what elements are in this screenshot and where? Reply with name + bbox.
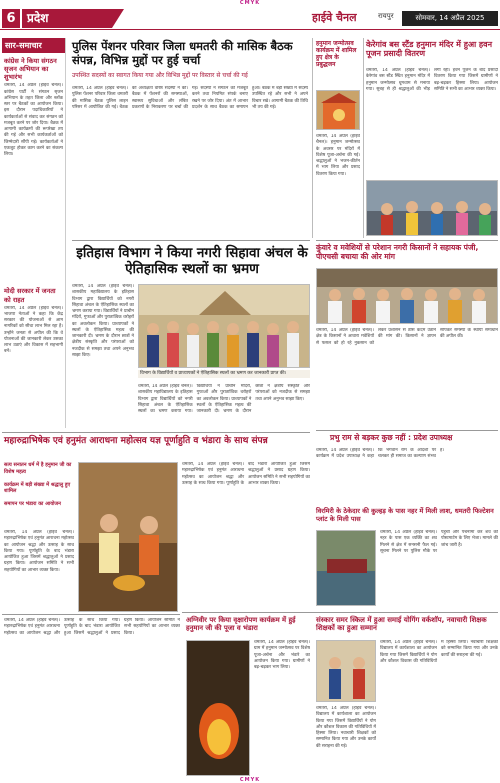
bike-headline: विरमिरी के ठेकेदार की कुल्हड़ के पास नहर में मिली लाश, धमतरी फिल्टेशन प्लांट के मिली पास [316, 507, 494, 523]
color-registration-top: CMYK [239, 0, 261, 6]
right-mid-photo [316, 268, 498, 324]
highlight-item: सत्य सनातन धर्म में है हनुमान जी का विशेष महत्व [4, 462, 72, 475]
fire-photo [186, 640, 250, 776]
history-body-continued: धमतरी, 14 अप्रैल (हाईवे चैनल)। शासकीय महाविद्यालय के इतिहास विभाग द्वारा विद्यार्थियों को नगरी सिहावा अंचल के ऐतिहासिक स्थलों का भ्रमण कराया गया। विद्यार्थियों ने प्राचीन मंदिरों, गुफाओं और पुरातात्विक धरोहरों का अवलोकन किया। प्राध्यापकों ने स्थलों के ऐतिहासिक महत्व की जानकारी दी। भ्रमण के दौरान छात्रों ने क्षेत्रीय संस्कृति और परंपराओं को नजदीक से समझा तथा अपने अनुभव साझा किए। [138, 384, 310, 414]
lead-subhead: उपस्थित सदस्यों का स्वागत किया गया और विभिन्न मुद्दों पर विस्तार से चर्चा की गई [72, 72, 248, 79]
history-body: धमतरी, 14 अप्रैल (हाईवे चैनल)। शासकीय महाविद्यालय के इतिहास विभाग द्वारा विद्यार्थियों को नगरी सिहावा अंचल के ऐतिहासिक स्थलों का भ्रमण कराया गया। विद्यार्थियों ने प्राचीन मंदिरों, गुफाओं और पुरातात्विक धरोहरों का अवलोकन किया। प्राध्यापकों ने स्थलों के ऐतिहासिक महत्व की जानकारी दी। भ्रमण के दौरान छात्रों ने क्षेत्रीय संस्कृति और परंपराओं को नजदीक से समझा तथा अपने अनुभव साझा किए। [72, 284, 134, 358]
right-top-photo [366, 180, 498, 236]
column-rule [312, 38, 313, 238]
masthead: हाईवे चैनल [312, 11, 357, 24]
section-tab-decoration [112, 9, 124, 28]
yagya-body-lower: धमतरी, 14 अप्रैल (हाईवे चैनल)। महारुद्राभिषेक एवं हनुमंत आराधना महोत्सव का आयोजन श्रद्धा और उत्साह के साथ किया गया। पूर्णाहुति के बाद भंडारा आयोजित हुआ जिसमें श्रद्धालुओं ने प्रसाद ग्रहण किया। आयोजन समिति ने सभी सहयोगियों का आभार व्यक्त किया। [4, 618, 180, 636]
brief-text: धमतरी, 14 अप्रैल (हाईवे चैनल)। कांग्रेस पार्टी ने संगठन सृजन अभियान के तहत जिला और ब्लॉक स्तर पर बैठकों का आयोजन किया। इस दौरान पदाधिकारियों ने कार्यकर्ताओं से संवाद कर संगठन को मजबूत करने पर जोर दिया। बैठक में आगामी कार्यक्रमों की रूपरेखा तय की गई और सभी कार्यकर्ताओं को जिम्मेदारी सौंपी गई। कार्यकर्ताओं ने एकजुट होकर काम करने का संकल्प लिया। [4, 83, 63, 158]
crowd-photo-icon [367, 181, 498, 236]
right-mid-body: धमतरी, 14 अप्रैल (हाईवे चैनल)। क्षेत्र के किसानों ने आवारा मवेशियों से फसल को हो रहे नुकसान को लेकर प्रशासन से ठोस कदम उठाने की मांग की। किसानों ने ज्ञापन सौंपकर समस्या के स्थायी समाधान की अपील की। [316, 328, 498, 346]
group-photo-icon [317, 269, 498, 324]
yagya-highlights [4, 462, 74, 508]
group-photo-icon [139, 285, 310, 368]
right-mid-headline: कुंवारे व मवेशियों से परेशान नगरी किसानों ने सहायक पंजी, पीएचसी बचाया की ओर मांग [316, 243, 479, 261]
brief-title: मोदी सरकार में जनता को राहत [4, 287, 56, 304]
section-rule [2, 614, 180, 615]
right-top-headline: केरेगांव बस स्टैंड हनुमान मंदिर में हुआ हवन पूजन प्रसादी वितरण [366, 40, 493, 59]
pelu-body: धमतरी, 14 अप्रैल (हाईवे चैनल)। कार्यक्रम में प्रदेश उपाध्यक्ष ने कहा कि भगवान राम के आदर्शों पर चलकर ही समाज का कल्याण संभव है। [316, 448, 444, 460]
hanuman-body: धमतरी, 14 अप्रैल (हाईवे चैनल)। हनुमान जन्मोत्सव के अवसर पर मंदिरों में विशेष पूजा-अर्चना की गई। श्रद्धालुओं ने भजन-कीर्तन में भाग लिया और प्रसाद वितरण किया गया। [316, 134, 360, 177]
highlight-item: समापन पर भंडारा का आयोजन [4, 501, 61, 507]
ritual-photo-icon [79, 463, 178, 612]
brief-title: कांग्रेस ने किया संगठन सृजन अभियान का शुभारंभ [4, 57, 57, 82]
history-headline: इतिहास विभाग ने किया नगरी सिहावा अंचल के ऐतिहासिक स्थलों का भ्रमण [76, 245, 308, 277]
lead-body: धमतरी, 14 अप्रैल (हाईवे चैनल)। पुलिस पेंशनर परिवार जिला धमतरी की मासिक बैठक पुलिस लाइन परिसर में आयोजित की गई। बैठक की अध्यक्षता वरिष्ठ सदस्यों ने की। बैठक में पेंशनरों की समस्याओं, स्वास्थ्य सुविधाओं और लंबित प्रकरणों के निराकरण पर चर्चा की गई। सदस्यों ने संगठन को मजबूत करने तथा नियमित संपर्क बनाए रखने पर जोर दिया। अंत में आभार प्रदर्शन के साथ बैठक का समापन हुआ। बैठक में बड़ी संख्या में सदस्य उपस्थित रहे और सभी ने अपने विचार रखे। आगामी बैठक की तिथि भी तय की गई। [72, 86, 308, 110]
edition-city: रायपुर [378, 12, 394, 20]
section-rule [2, 432, 310, 433]
yagya-body-continued: धमतरी, 14 अप्रैल (हाईवे चैनल)। महारुद्राभिषेक एवं हनुमंत आराधना महोत्सव का आयोजन श्रद्धा और उत्साह के साथ किया गया। पूर्णाहुति के बाद भंडारा आयोजित हुआ जिसमें श्रद्धालुओं ने प्रसाद ग्रहण किया। आयोजन समिति ने सभी सहयोगियों का आभार व्यक्त किया। [182, 462, 310, 486]
highlight-item: कार्यक्रम में बड़ी संख्या में श्रद्धालु हुए शामिल [4, 481, 71, 495]
section-rule [72, 240, 310, 241]
history-photo-caption: विभाग के विद्यार्थियों व प्राध्यापकों ने ऐतिहासिक स्थलों का भ्रमण कर जानकारी प्राप्त की। [138, 370, 310, 378]
sidebar-heading: सार-समाचार [2, 38, 65, 53]
right-top-body: धमतरी, 14 अप्रैल (हाईवे चैनल)। केरेगांव बस स्टैंड स्थित हनुमान मंदिर में हनुमान जन्मोत्सव धूमधाम से मनाया गया। सुबह से ही श्रद्धालुओं की भीड़ लगी रही। हवन पूजन के बाद प्रसादी वितरण किया गया जिसमें ग्रामीणों ने बढ़-चढ़कर हिस्सा लिया। आयोजन समिति ने सभी का आभार व्यक्त किया। [366, 68, 498, 92]
bike-body: धमतरी, 14 अप्रैल (हाईवे चैनल)। नहर के पास एक व्यक्ति का शव मिलने से क्षेत्र में सनसनी फैल गई। सूचना मिलने पर पुलिस मौके पर पहुंची और पंचनामा कर शव को पोस्टमार्टम के लिए भेजा। मामले की जांच जारी है। [380, 530, 498, 554]
section-rule [316, 240, 498, 241]
yagya-photo [78, 462, 178, 612]
students-photo-icon [317, 641, 376, 702]
dance-body: धमतरी, 14 अप्रैल (हाईवे चैनल)। विद्यालय में कार्यशाला का आयोजन किया गया जिसमें विद्यार्थियों ने योग और कौशल विकास की गतिविधियों में हिस्सा लिया। नवाचारी शिक्षकों को सम्मानित किया गया और उनके कार्यों की सराहना की गई। [380, 640, 498, 664]
fire-headline: अग्निवीर पर किया वृक्षारोपण कार्यक्रम में हुई हनुमान जी की पूजा व भंडारा [186, 616, 296, 633]
temple-photo-icon [317, 91, 360, 130]
section-rule [182, 612, 498, 613]
yagya-headline: महारुद्राभिषेक एवं हनुमंत आराधना महोत्सव यज्ञ पूर्णाहुति व भंडारा के साथ संपन्न [4, 436, 268, 446]
dance-body-continued: धमतरी, 14 अप्रैल (हाईवे चैनल)। विद्यालय में कार्यशाला का आयोजन किया गया जिसमें विद्यार्थियों ने योग और कौशल विकास की गतिविधियों में हिस्सा लिया। नवाचारी शिक्षकों को सम्मानित किया गया और उनके कार्यों की सराहना की गई। [316, 706, 376, 749]
dance-photo [316, 640, 376, 702]
pelu-headline: प्रभु राम से बड़कर कुछ नहीं : प्रदेश उपाध्यक्ष [330, 433, 453, 442]
hanuman-photo [316, 90, 360, 130]
bike-photo [316, 530, 376, 606]
page-header [0, 7, 500, 30]
canal-photo-icon [317, 531, 376, 606]
history-photo [138, 284, 310, 368]
brief-text: धमतरी, 14 अप्रैल (हाईवे चैनल)। भाजपा नेताओं ने कहा कि केंद्र सरकार की योजनाओं से आम नागरिकों को सीधा लाभ मिल रहा है। उन्होंने जनता से अपील की कि वे योजनाओं की जानकारी लेकर उसका लाभ उठाएं और विकास में सहभागी बनें। [4, 305, 63, 355]
section-rule [316, 430, 498, 431]
dance-headline: संस्कार समर स्किल में हुआ समाई योगिंग वर्कशॉप, नवाचारी शिक्षक शिक्षकों का हुआ सम्मान [316, 616, 487, 633]
section-title: प्रदेश [22, 9, 112, 28]
fire-body: धमतरी, 14 अप्रैल (हाईवे चैनल)। ग्राम में हनुमान जन्मोत्सव पर विशेष पूजा-अर्चना और भंडारे का आयोजन किया गया। ग्रामीणों ने बढ़-चढ़कर भाग लिया। [254, 640, 310, 670]
column-rule [363, 38, 364, 238]
lead-headline: पुलिस पेंशनर परिवार जिला धमतरी की मासिक बैठक संपन्न, विभिन्न मुद्दों पर हुई चर्चा [72, 39, 293, 67]
fire-photo-icon [187, 641, 250, 776]
hanuman-headline: हनुमान जन्मोत्सव कार्यक्रम में शामिल हुए क्षेत्र के प्रबुद्धजन [316, 40, 357, 69]
page-number: 6 [2, 9, 20, 28]
color-registration-bottom: CMYK [239, 777, 261, 783]
yagya-body: धमतरी, 14 अप्रैल (हाईवे चैनल)। महारुद्राभिषेक एवं हनुमंत आराधना महोत्सव का आयोजन श्रद्धा और उत्साह के साथ किया गया। पूर्णाहुति के बाद भंडारा आयोजित हुआ जिसमें श्रद्धालुओं ने प्रसाद ग्रहण किया। आयोजन समिति ने सभी सहयोगियों का आभार व्यक्त किया। [4, 530, 74, 573]
dateline: सोमवार, 14 अप्रैल 2025 [402, 11, 498, 26]
sidebar-briefs [2, 38, 66, 428]
